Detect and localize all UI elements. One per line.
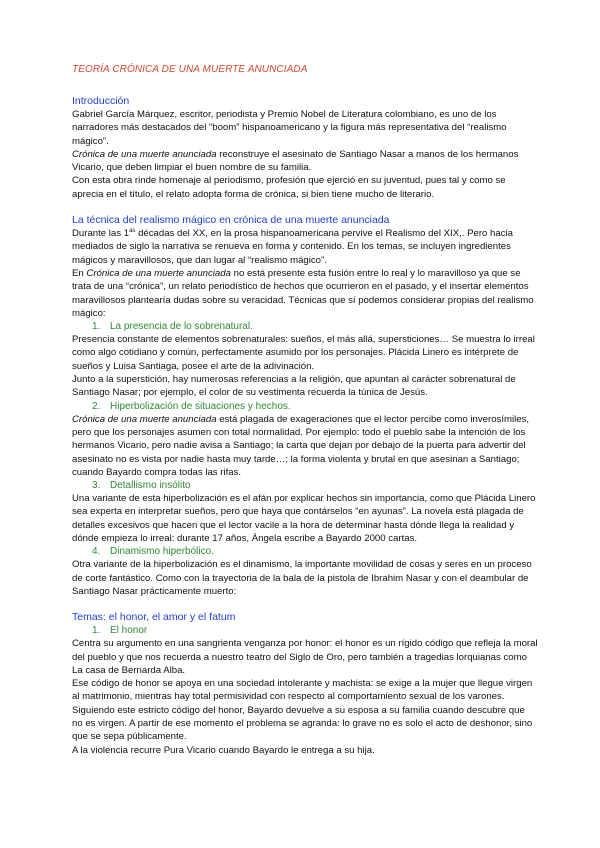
section-heading-temas: Temas: el honor, el amor y el fatum [72, 611, 236, 624]
section-heading-tecnica: La técnica del realismo mágico en crónica de una muerte anunciada [72, 214, 390, 227]
sobrenatural-paragraph-2: Junto a la superstición, hay numerosas referencias a la religión, que apuntan al carácter sobrenatural de Santiago Nasar; por ejemplo, el color de su vestimenta recuerda la túnica de Jesús. [72, 374, 516, 399]
section-heading-introduccion: Introducción [72, 95, 130, 107]
intro-paragraph-1: Gabriel García Márquez, escritor, periodista y Premio Nobel de Literatura colombiano, es uno de los narradores más destacados del “boom” hispanoamericano y la figura más representativa del “realismo mágico”. [72, 109, 507, 147]
hiperbolizacion-paragraph: Crónica de una muerte anunciada está plagada de exageraciones que el lector percibe como inverosímiles, pero que los personajes asumen con total normalidad. Por ejemplo: todo el pueblo sabe la intención de los hermanos Vicario, pero nadie avisa a Santiago; la carta que dejan por debajo de la puerta para advertir del asesinato no es vista por nadie hasta muy tarde…; la forma violenta y brutal en que asesinan a Santiago; cuando Bayardo compra todas las rifas. [72, 413, 530, 478]
list-item-sobrenatural: 1. La presencia de lo sobrenatural. [92, 321, 253, 333]
book-title: Crónica de una muerte anunciada [86, 267, 231, 279]
tecnica-paragraph-1: Durante las $1^{as}$ décadas del XX, en la prosa hispanoamericana pervive el Realismo del XIX,. Pero hacia mediados de siglo la narrativa se renueva en forma y contenido. En los temas, se incluyen ingredientes mágicos y maravillosos, que dan lugar al “realismo mágico”. [72, 227, 513, 266]
dinamismo-paragraph: Otra variante de la hiperbolización es el dinamismo, la importante movilidad de cosas y seres en un proceso de corte fantástico. Como con la trayectoria de la bala de la pistola de Ibrahim Nasar y con el deambular de Santiago Nasar prácticamente muerto: [72, 559, 532, 597]
honor-paragraph-4: A la violencia recurre Pura Vicario cuando Bayardo le entrega a su hija. [72, 744, 375, 756]
detallismo-paragraph: Una variante de esta hiperbolización es el afán por explicar hechos sin importancia, como que Plácida Linero sea experta en interpretar sueños, pero que haya que contárselos “en ayunas”. La novela está plagada de detalles excesivos que hacen que el lector vacile a la hora de determinar hasta dónde llega la realidad y dónde empieza lo irreal: durante 17 años, Ángela escribe a Bayardo 2000 cartas. [72, 493, 536, 545]
list-item-dinamismo: 4. Dinamismo hiperbólico. [92, 546, 214, 558]
list-item-honor: 1. El honor [92, 625, 148, 637]
honor-paragraph-3: Siguiendo este estricto código del honor, Bayardo devuelve a su esposa a su familia cuando descubre que no es virgen. A partir de ese momento el problema se agranda: lo grave no es solo el acto de deshonor, sino que se sepa públicamente. [72, 704, 533, 743]
document-title: TEORÍA CRÓNICA DE UNA MUERTE ANUNCIADA [72, 64, 308, 75]
book-title: Crónica de una muerte anunciada [72, 413, 217, 425]
list-item-hiperbolizacion: 2. Hiperbolización de situaciones y hechos. [92, 400, 291, 412]
book-title: Crónica de una muerte anunciada [72, 148, 217, 160]
sobrenatural-paragraph-1: Presencia constante de elementos sobrenaturales: sueños, el más allá, supersticiones… Se muestra lo irreal como algo cotidiano y común, perfectamente asumido por los personajes. Plácida Linero es intérprete de sueños y Luisa Santiaga, posee el arte de la adivinación. [72, 334, 535, 372]
list-item-detallismo: 3. Detallismo insólito [92, 480, 191, 492]
tecnica-paragraph-2: En Crónica de una muerte anunciada no está presente esta fusión entre lo real y lo maravilloso ya que se trata de una “crónica”, un relato periodístico de hechos que ocurrieron en el pasado, y el insertar elementos maravillosos plantearía dudas sobre su veracidad. Técnicas que sí podemos considerar propias del realismo mágico: [72, 267, 534, 319]
honor-paragraph-2: Ese código de honor se apoya en una sociedad intolerante y machista: se exige a la mujer que llegue virgen al matrimonio, mientras hay total permisividad con respecto al comportamiento sexual de los varones. [72, 678, 533, 703]
honor-paragraph-1: Centra su argumento en una sangrienta venganza por honor: el honor es un rígido código que refleja la moral del pueblo y que nos recuerda a nuestro teatro del Siglo de Oro, pero también a tragedias lorquianas como La casa de Bernarda Alba. [72, 638, 538, 676]
intro-paragraph-2: Crónica de una muerte anunciada reconstruye el asesinato de Santiago Nasar a manos de los hermanos Vicario, que deben limpiar el buen nombre de su familia. [72, 148, 519, 174]
intro-paragraph-3: Con esta obra rinde homenaje al periodismo, profesión que ejerció en su juventud, pues tal y como se aprecia en el título, el relato adopta forma de crónica, si bien tiene mucho de literario. [72, 175, 506, 200]
document-page [72, 64, 538, 757]
